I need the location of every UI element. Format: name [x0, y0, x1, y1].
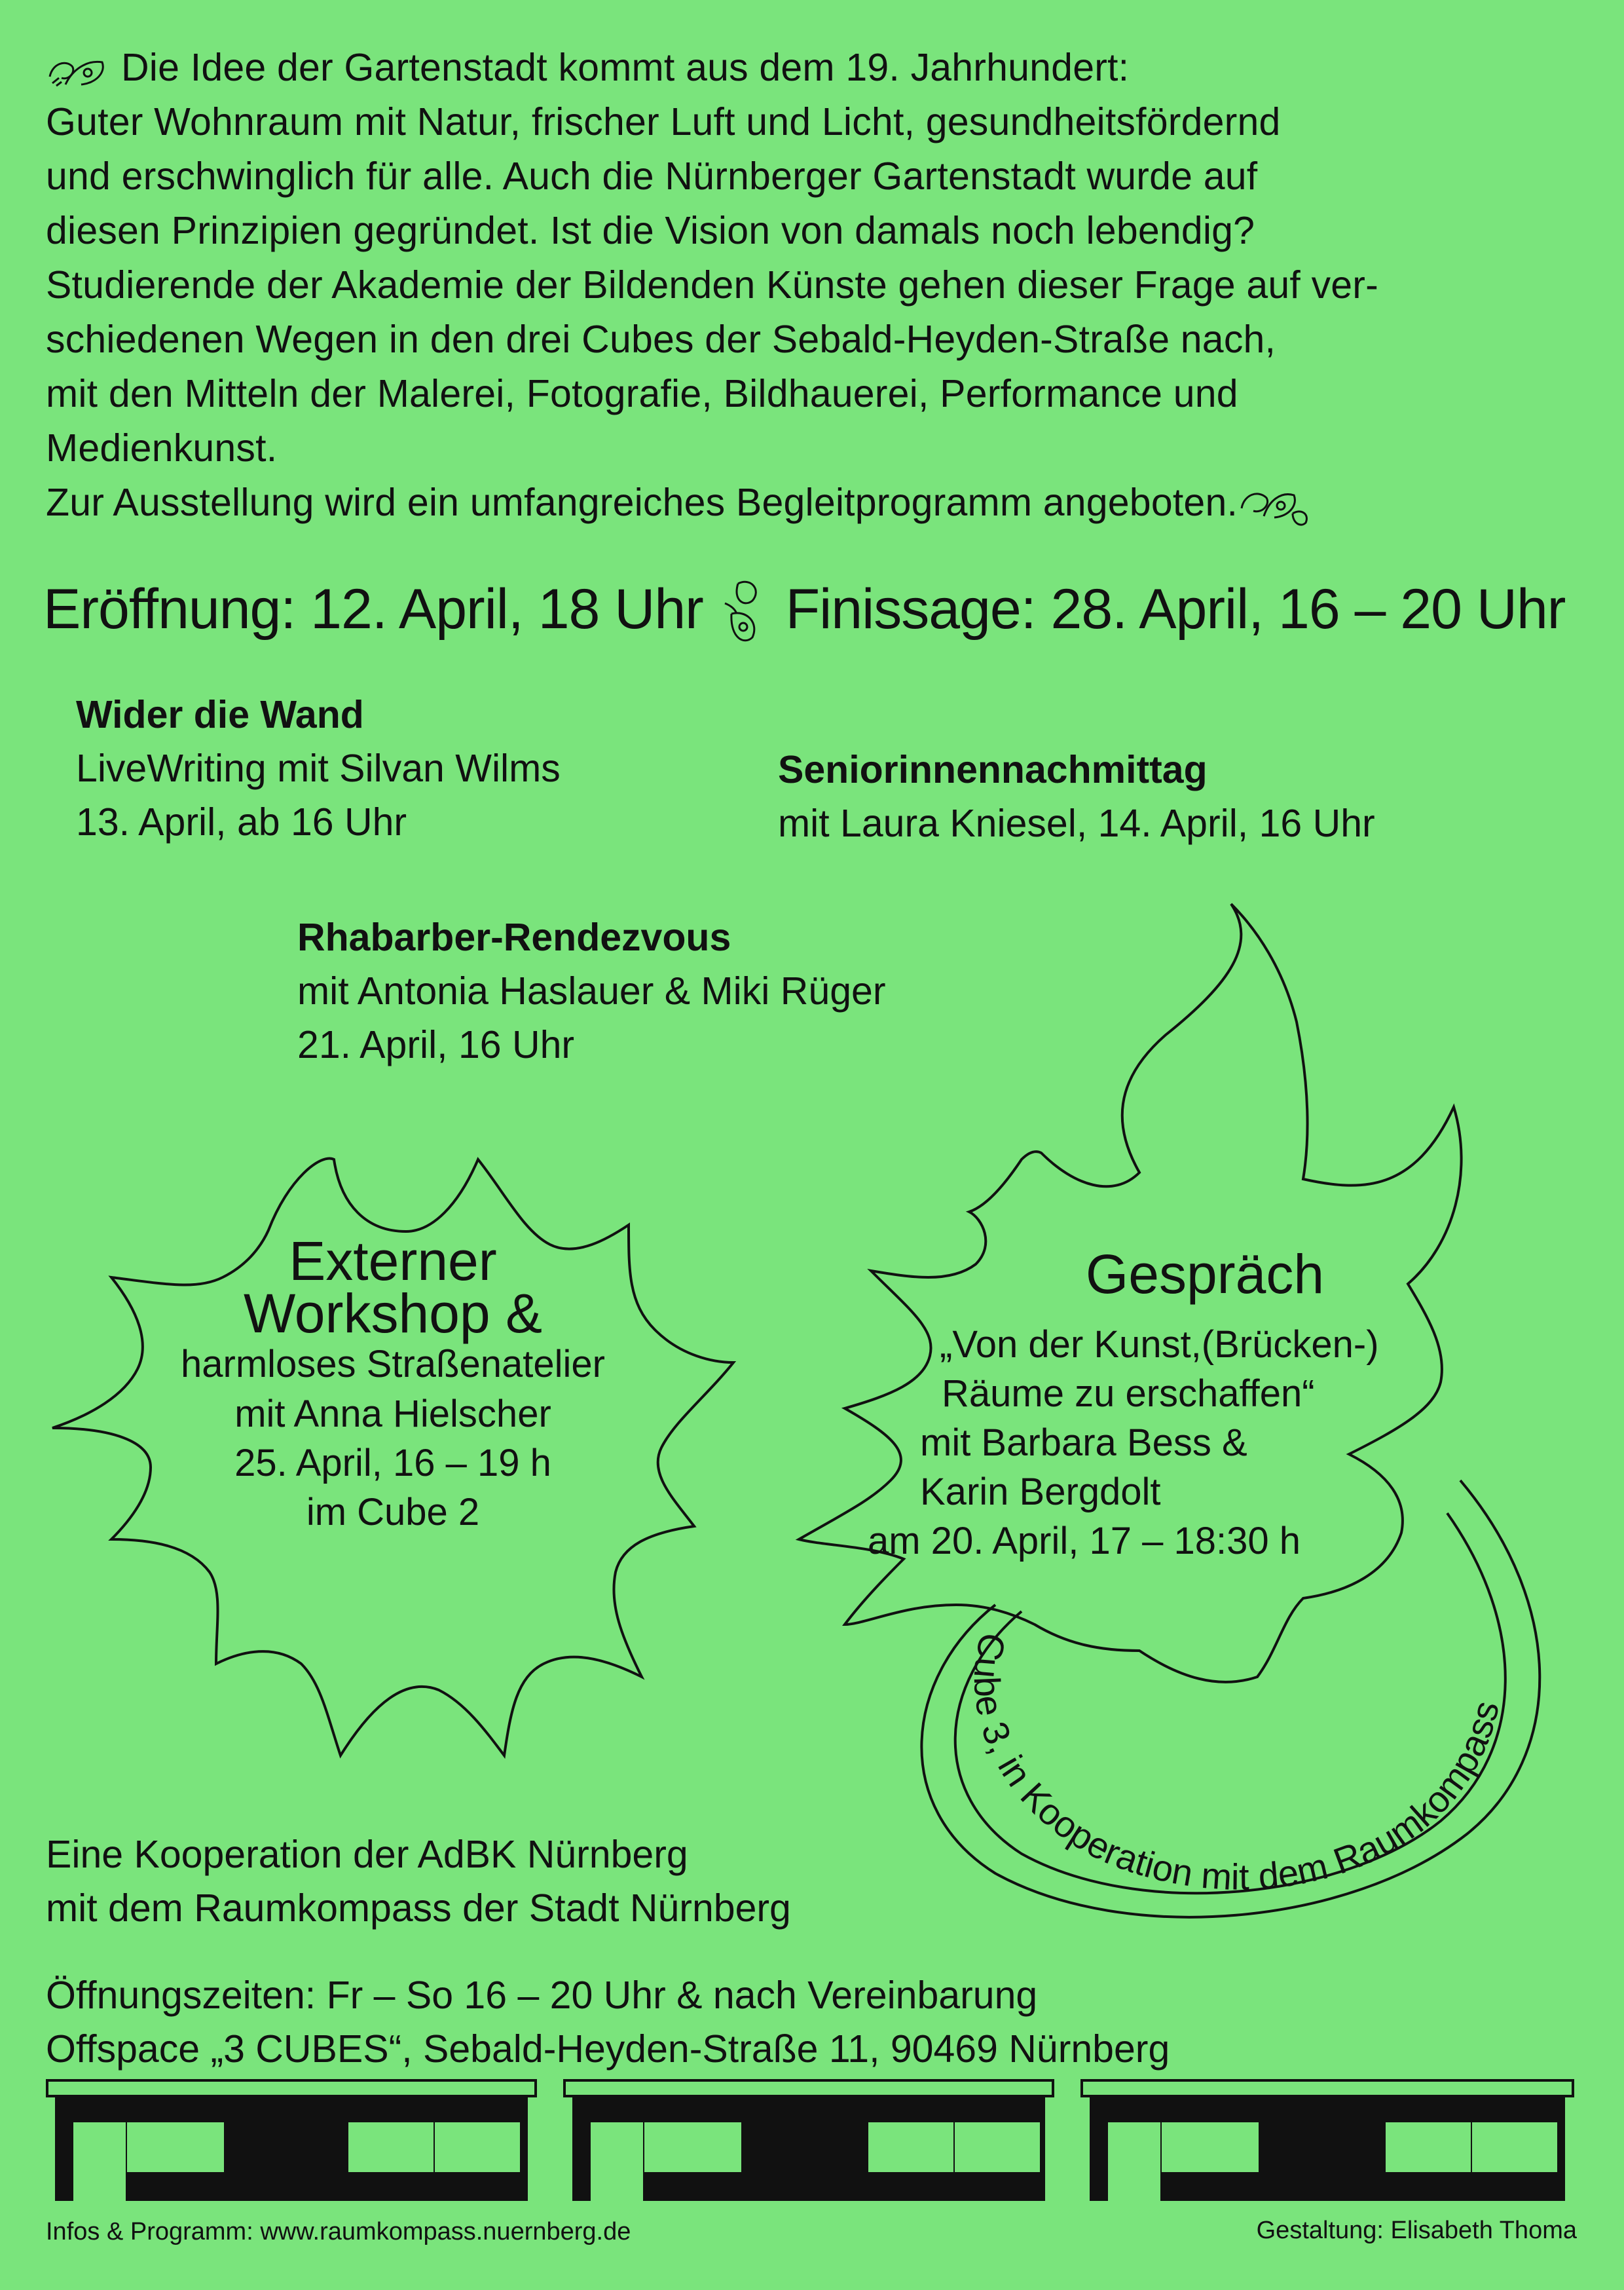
- workshop-line: 25. April, 16 – 19 h: [234, 1442, 551, 1484]
- intro-line: und erschwinglich für alle. Auch die Nürnberger Gartenstadt wurde auf: [46, 155, 1258, 198]
- cooperation-line: mit dem Raumkompass der Stadt Nürnberg: [46, 1886, 791, 1930]
- event-title: Rhabarber-Rendezvous: [297, 916, 731, 959]
- cube-building-icon: [564, 2080, 1053, 2201]
- curve-caption-text: Cube 3, in Kooperation mit dem Raumkompass: [966, 1628, 1507, 1898]
- gespraech-quote: „Von der Kunst,(Brücken-): [940, 1323, 1379, 1366]
- intro-line: Studierende der Akademie der Bildenden Künste gehen dieser Frage auf ver-: [46, 263, 1379, 307]
- event-workshop: [144, 1230, 642, 1537]
- workshop-subtitle: harmloses Straßenatelier: [181, 1343, 605, 1385]
- event-line: mit Antonia Haslauer & Miki Rüger: [297, 969, 886, 1013]
- curve-caption: [967, 1629, 1507, 1898]
- gespraech-line: am 20. April, 17 – 18:30 h: [868, 1520, 1301, 1562]
- opening-date: Eröffnung: 12. April, 18 Uhr: [43, 578, 703, 641]
- workshop-title: Workshop &: [244, 1283, 542, 1344]
- intro-line: Die Idee der Gartenstadt kommt aus dem 19. Jahrhundert:: [121, 46, 1130, 89]
- cube-building-icon: [1082, 2080, 1573, 2201]
- gespraech-title-block: [936, 1243, 1473, 1305]
- event-title: Seniorinnennachmittag: [778, 748, 1208, 791]
- event-line: LiveWriting mit Silvan Wilms: [76, 747, 561, 790]
- gespraech-line: Karin Bergdolt: [920, 1471, 1161, 1513]
- footer-credit: Gestaltung: Elisabeth Thoma: [1256, 2217, 1577, 2244]
- intro-line: Guter Wohnraum mit Natur, frischer Luft und Licht, gesundheitsfördernd: [46, 100, 1281, 143]
- footer-info-link[interactable]: Infos & Programm: www.raumkompass.nuernberg.de: [46, 2218, 631, 2245]
- intro-line: Zur Ausstellung wird ein umfangreiches Begleitprogramm angeboten.: [46, 481, 1238, 524]
- gespraech-quote: Räume zu erschaffen“: [942, 1372, 1315, 1415]
- intro-line: mit den Mitteln der Malerei, Fotografie, Bildhauerei, Performance und: [46, 372, 1238, 415]
- opening-hours: Öffnungszeiten: Fr – So 16 – 20 Uhr & nach Vereinbarung: [46, 1974, 1038, 2017]
- event-line: 21. April, 16 Uhr: [297, 1023, 575, 1066]
- gespraech-line: mit Barbara Bess &: [920, 1421, 1247, 1464]
- event-line: mit Laura Kniesel, 14. April, 16 Uhr: [778, 802, 1375, 845]
- cooperation-line: Eine Kooperation der AdBK Nürnberg: [46, 1833, 688, 1876]
- workshop-line: mit Anna Hielscher: [234, 1393, 551, 1435]
- gespraech-details: [868, 1320, 1477, 1566]
- info-text: [46, 1968, 1170, 2076]
- address: Offspace „3 CUBES“, Sebald-Heyden-Straße 11, 90469 Nürnberg: [46, 2027, 1170, 2071]
- workshop-line: im Cube 2: [306, 1491, 480, 1533]
- cube-building-icon: [47, 2080, 536, 2201]
- gespraech-title: Gespräch: [1085, 1243, 1325, 1305]
- event-line: 13. April, ab 16 Uhr: [76, 800, 407, 844]
- event-title: Wider die Wand: [76, 693, 364, 736]
- closing-date: Finissage: 28. April, 16 – 20 Uhr: [785, 578, 1566, 641]
- intro-line: schiedenen Wegen in den drei Cubes der Sebald-Heyden-Straße nach,: [46, 318, 1276, 361]
- three-cubes-illustration: [0, 2076, 1624, 2207]
- intro-line: diesen Prinzipien gegründet. Ist die Vision von damals noch lebendig?: [46, 209, 1255, 252]
- intro-line: Medienkunst.: [46, 426, 278, 470]
- cooperation-text: [46, 1828, 791, 1935]
- workshop-title: Externer: [289, 1230, 497, 1292]
